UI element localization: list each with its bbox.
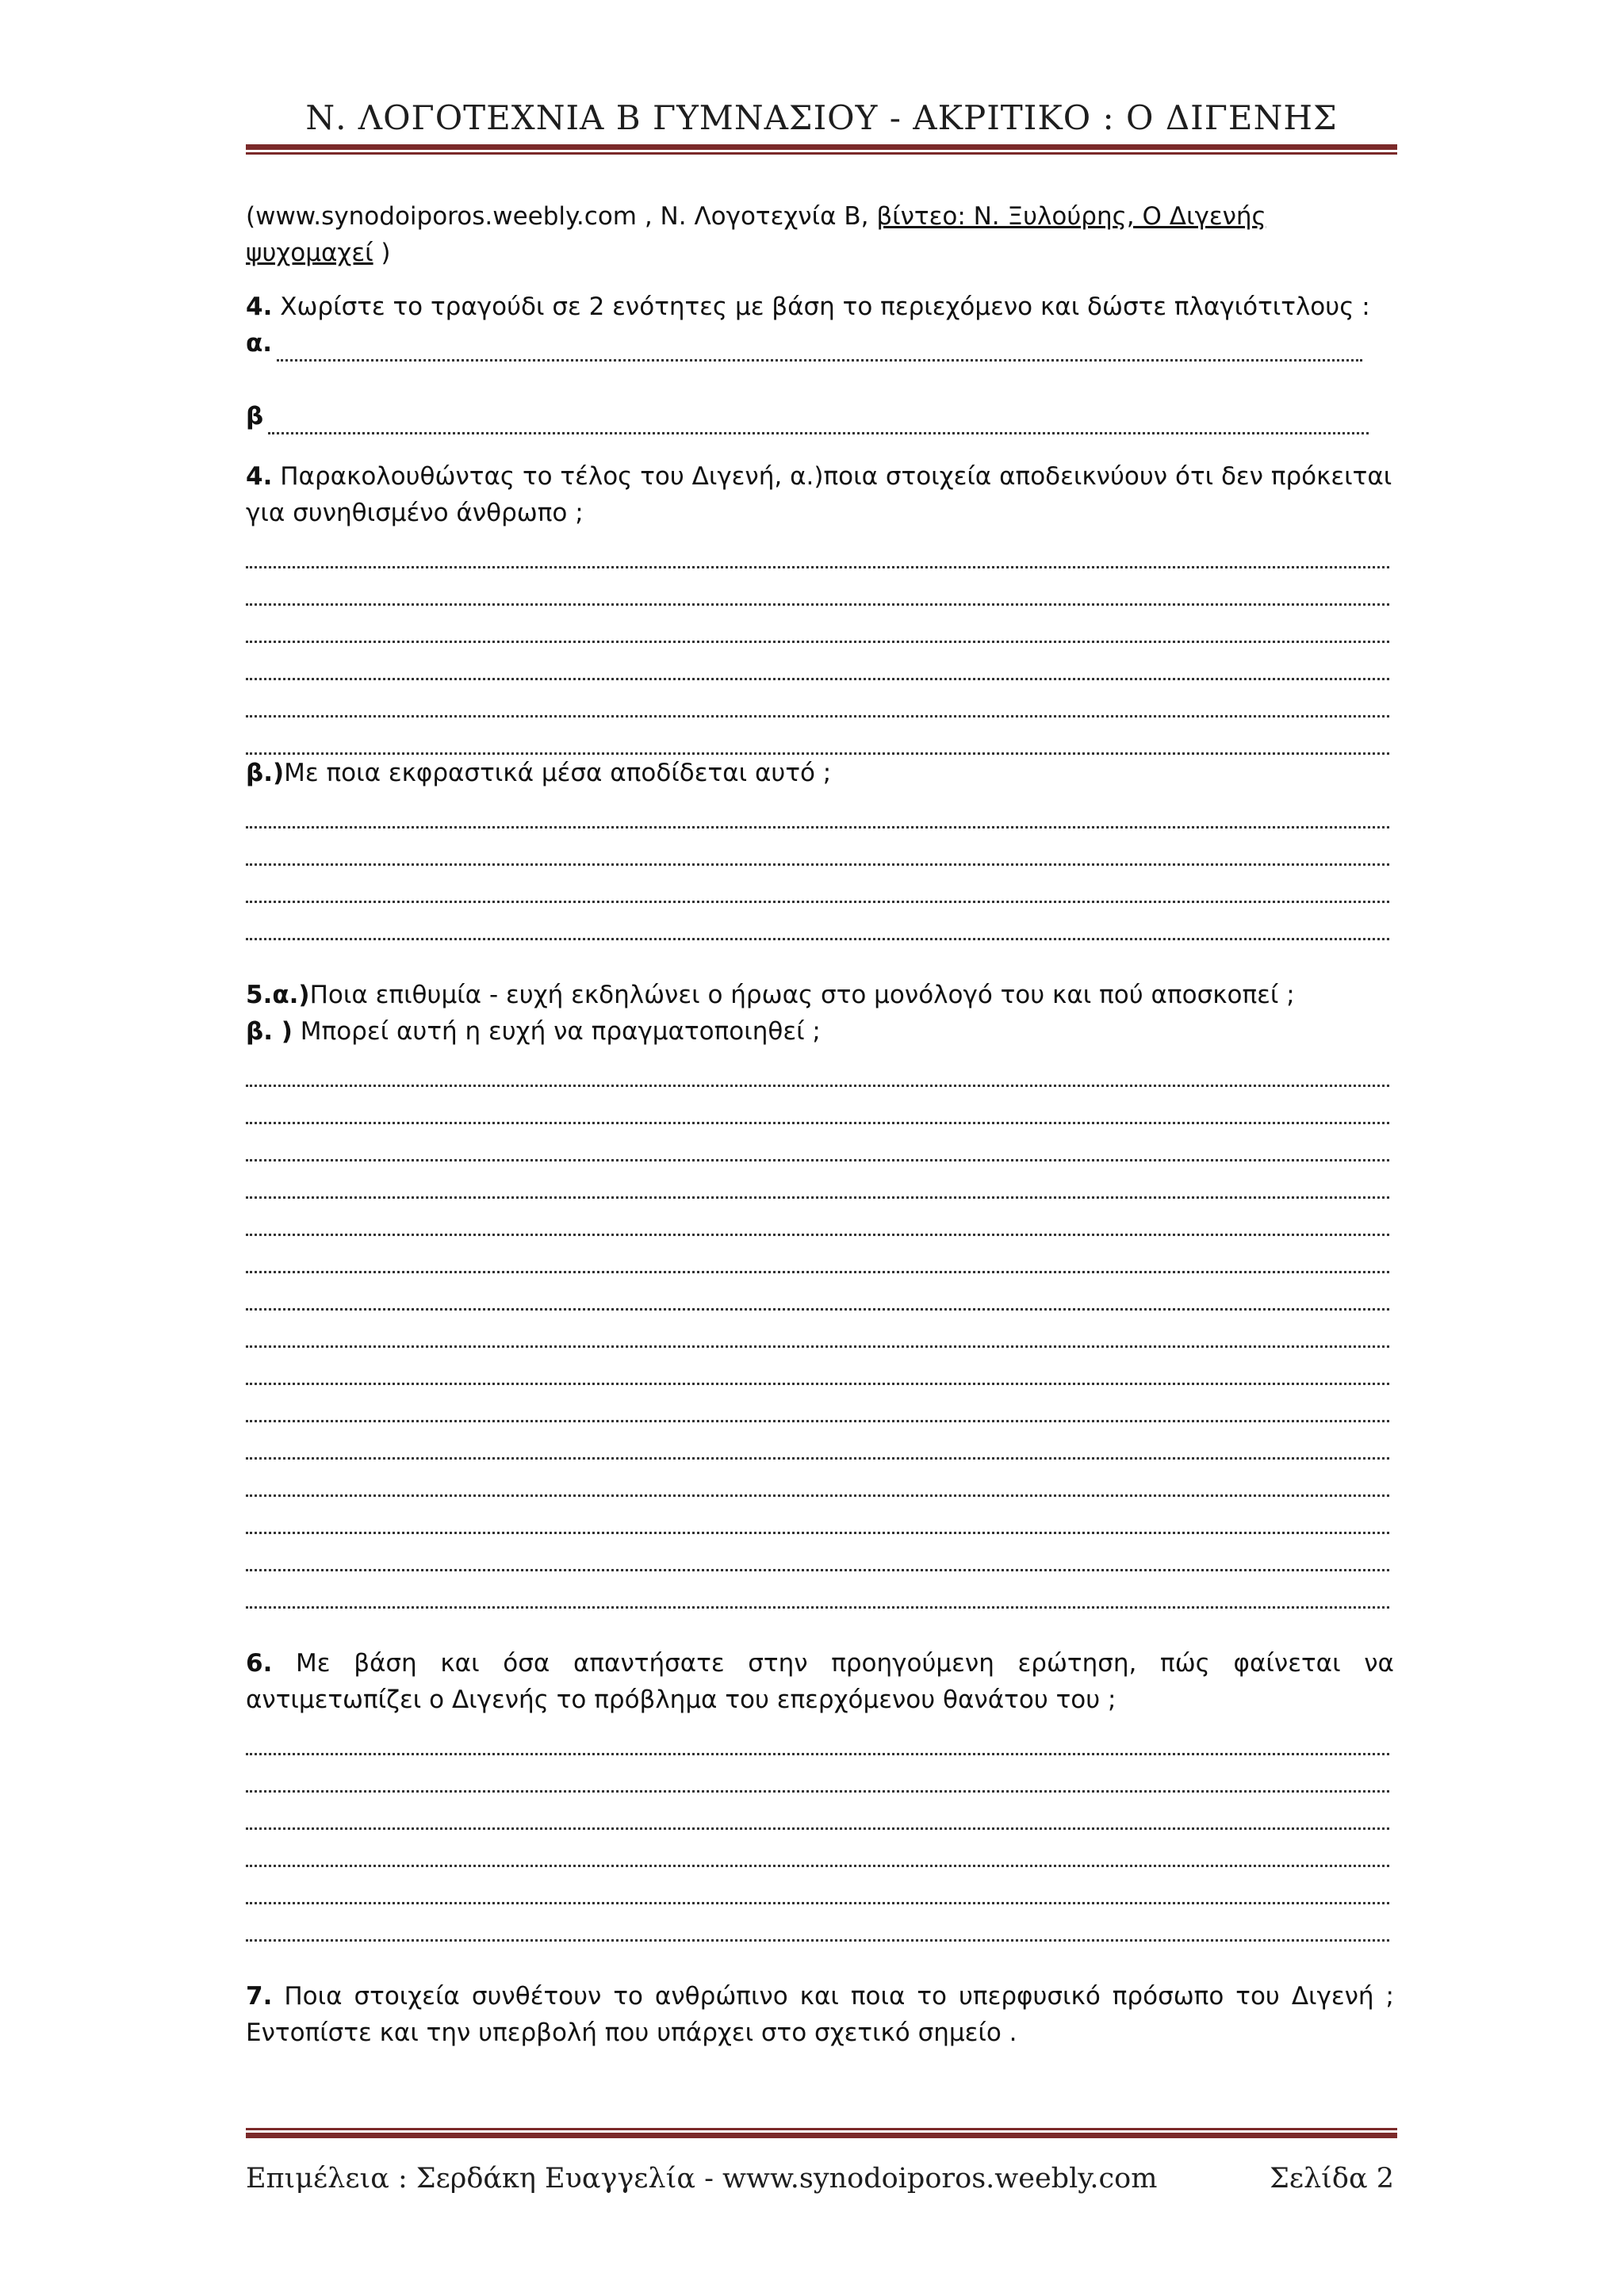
footer-divider	[246, 2128, 1397, 2138]
question-4-ending	[246, 458, 1394, 531]
subquestion-text: Με ποια εκφραστικά μέσα αποδίδεται αυτό ;	[284, 759, 832, 787]
answer-label-a: α.	[246, 329, 273, 358]
answer-line-a[interactable]	[246, 325, 1394, 362]
answer-area[interactable]	[246, 531, 1394, 755]
answer-line[interactable]	[246, 903, 1389, 940]
question-text: Χωρίστε το τραγούδι σε 2 ενότητες με βάση το περιεχόμενο και δώστε πλαγιότιτλους :	[272, 293, 1370, 321]
source-reference	[246, 198, 1394, 271]
answer-line[interactable]	[246, 828, 1389, 866]
answer-label-b: β	[246, 402, 264, 430]
answer-line[interactable]	[246, 1348, 1389, 1385]
question-text: Ποια επιθυμία - ευχή εκδηλώνει ο ήρωας στο μονόλογό του και πού αποσκοπεί ;	[309, 981, 1295, 1009]
answer-line[interactable]	[246, 1273, 1389, 1311]
header-divider	[246, 144, 1397, 155]
answer-line[interactable]	[246, 1161, 1389, 1199]
answer-line[interactable]	[246, 791, 1389, 828]
subquestion-label: β. )	[246, 1017, 293, 1046]
answer-line[interactable]	[246, 1755, 1389, 1793]
answer-line[interactable]	[246, 1385, 1389, 1422]
question-4-subquestion	[246, 755, 1394, 791]
answer-line[interactable]	[246, 606, 1389, 643]
answer-line[interactable]	[246, 1571, 1389, 1609]
question-number: 7.	[246, 1982, 273, 2011]
answer-line[interactable]	[246, 1497, 1389, 1534]
answer-line[interactable]	[246, 1199, 1389, 1236]
answer-line[interactable]	[246, 1460, 1389, 1497]
question-6	[246, 1645, 1394, 1718]
answer-line[interactable]	[246, 643, 1389, 680]
answer-line[interactable]	[246, 718, 1389, 755]
video-link-line2[interactable]: ψυχομαχεί	[246, 239, 373, 267]
worksheet-body	[246, 198, 1394, 2051]
answer-line[interactable]	[246, 1718, 1389, 1755]
question-number: 5.α.)	[246, 981, 310, 1009]
question-text: Παρακολουθώντας το τέλος του Διγενή, α.)ποια στοιχεία αποδεικνύουν ότι δεν πρόκειται για συνηθισμένο άνθρωπο ;	[246, 462, 1392, 527]
answer-line[interactable]	[246, 1904, 1389, 1942]
page-footer	[246, 2163, 1394, 2195]
footer-credit: Επιμέλεια : Σερδάκη Ευαγγελία - www.synodoiporos.weebly.com	[246, 2163, 1158, 2195]
question-number: 4.	[246, 293, 273, 321]
answer-line[interactable]	[246, 1793, 1389, 1830]
source-prefix: (www.synodoiporos.weebly.com , Ν. Λογοτεχνία Β,	[246, 202, 877, 231]
page-header-title: Ν. ΛΟΓΟΤΕΧΝΙΑ Β ΓΥΜΝΑΣΙΟΥ - ΑΚΡΙΤΙΚΟ : Ο ΔΙΓΕΝΗΣ	[305, 98, 1338, 137]
answer-line[interactable]	[246, 1422, 1389, 1460]
answer-line[interactable]	[246, 1830, 1389, 1867]
answer-line[interactable]	[246, 1867, 1389, 1904]
answer-line[interactable]	[246, 1311, 1389, 1348]
answer-line[interactable]	[246, 866, 1389, 903]
question-7	[246, 1978, 1394, 2051]
video-link-line1[interactable]: βίντεο: Ν. Ξυλούρης, Ο Διγενής	[876, 202, 1266, 231]
page-number: Σελίδα 2	[1270, 2163, 1394, 2195]
answer-line[interactable]	[246, 1124, 1389, 1161]
source-suffix: )	[373, 239, 391, 267]
subquestion-label: β.)	[246, 759, 285, 787]
subquestion-text: Μπορεί αυτή η ευχή να πραγματοποιηθεί ;	[292, 1017, 821, 1046]
answer-line[interactable]	[246, 568, 1389, 606]
answer-area[interactable]	[246, 791, 1394, 940]
question-number: 4.	[246, 462, 273, 491]
question-text: Ποια στοιχεία συνθέτουν το ανθρώπινο και ποια το υπερφυσικό πρόσωπο του Διγενή ; Εντοπίστε και την υπερβολή που υπάρχει στο σχετικό σημείο .	[246, 1982, 1394, 2047]
question-number: 6.	[246, 1649, 273, 1678]
answer-line-b[interactable]	[246, 398, 1394, 434]
answer-line[interactable]	[246, 680, 1389, 718]
answer-line[interactable]	[246, 1534, 1389, 1571]
question-5-subquestion	[246, 1013, 1394, 1050]
question-5	[246, 977, 1394, 1013]
answer-line[interactable]	[246, 1236, 1389, 1273]
question-4-sections	[246, 289, 1394, 325]
answer-line[interactable]	[246, 1050, 1389, 1087]
answer-area[interactable]	[246, 1718, 1394, 1942]
question-text: Με βάση και όσα απαντήσατε στην προηγούμενη ερώτηση, πώς φαίνεται να αντιμετωπίζει ο Διγενής το πρόβλημα του επερχόμενου θανάτου του ;	[246, 1649, 1394, 1714]
answer-area[interactable]	[246, 1050, 1394, 1609]
answer-line[interactable]	[246, 531, 1389, 568]
answer-line[interactable]	[246, 1087, 1389, 1124]
